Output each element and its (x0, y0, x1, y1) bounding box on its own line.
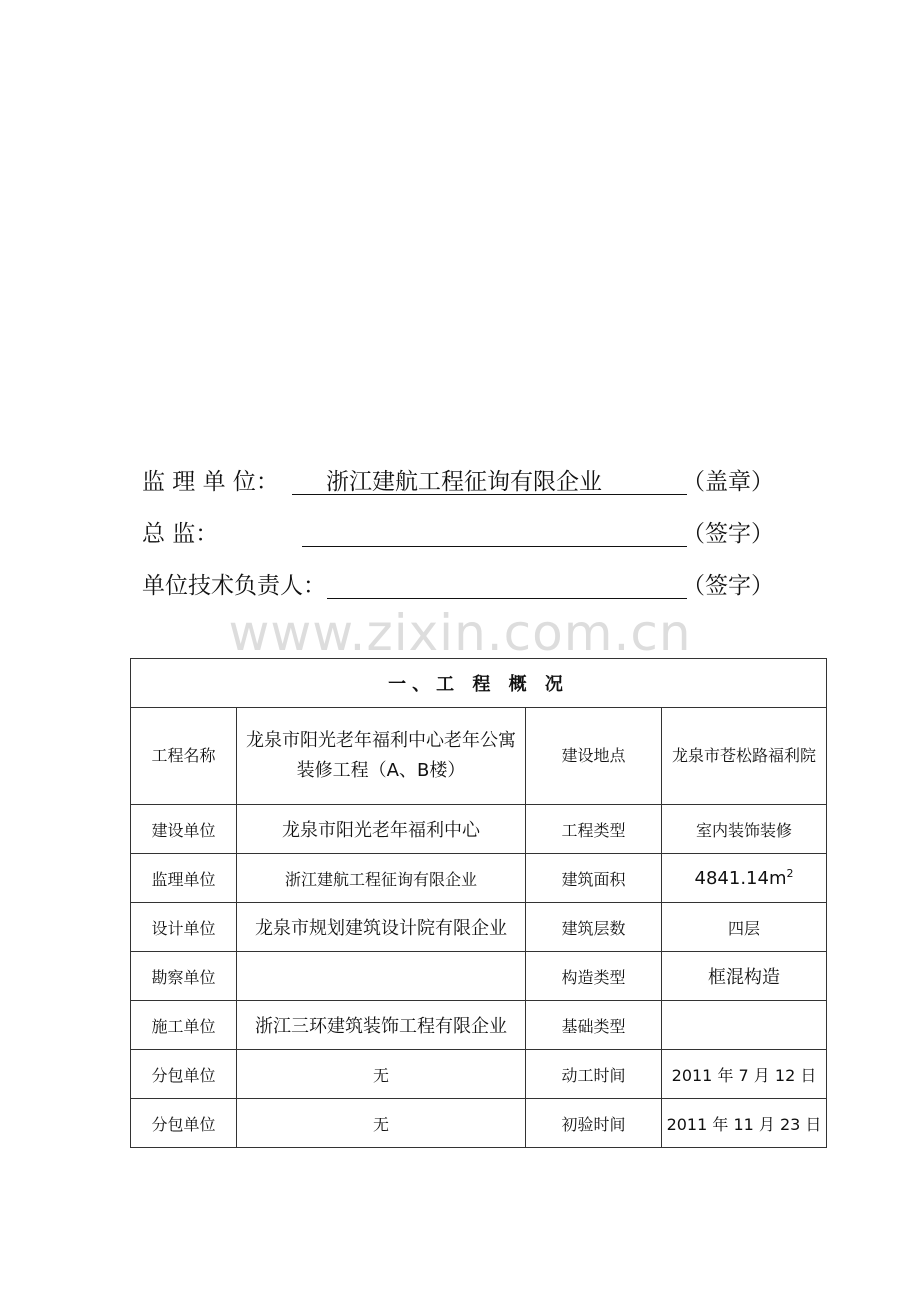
cell-value: 无 (237, 1099, 526, 1148)
table-row (131, 854, 827, 903)
cell-label: 建设单位 (131, 805, 237, 854)
tech-signature-note: （签字） (682, 573, 774, 599)
cell-label: 分包单位 (131, 1050, 237, 1099)
chief-supervisor-underline (302, 546, 687, 547)
cell-label: 建筑层数 (526, 903, 662, 952)
cell-label: 建设地点 (526, 708, 662, 805)
cell-label: 设计单位 (131, 903, 237, 952)
cell-label: 监理单位 (131, 854, 237, 903)
cell-value: 浙江建航工程征询有限企业 (237, 854, 526, 903)
cell-value (662, 1001, 827, 1050)
cell-label: 基础类型 (526, 1001, 662, 1050)
cell-value: 无 (237, 1050, 526, 1099)
supervisor-unit-line (142, 462, 782, 502)
tech-lead-underline (327, 598, 687, 599)
table-row (131, 805, 827, 854)
cell-value: 龙泉市苍松路福利院 (662, 708, 827, 805)
project-overview-table (130, 658, 827, 1148)
cell-value: 浙江三环建筑装饰工程有限企业 (237, 1001, 526, 1050)
cell-value: 框混构造 (662, 952, 827, 1001)
cell-label: 分包单位 (131, 1099, 237, 1148)
seal-note: （盖章） (682, 469, 774, 495)
cell-value (237, 952, 526, 1001)
chief-supervisor-line (142, 514, 782, 554)
cell-label: 建筑面积 (526, 854, 662, 903)
table-row (131, 903, 827, 952)
chief-supervisor-label: 总 监： (142, 521, 219, 547)
cell-label: 动工时间 (526, 1050, 662, 1099)
watermark: www.zixin.com.cn (228, 604, 692, 662)
table-title: 一、工 程 概 况 (131, 659, 827, 708)
table-row (131, 952, 827, 1001)
cell-value: 2011 年 11 月 23 日 (662, 1099, 827, 1148)
area-unit-exponent: 2 (786, 867, 794, 880)
supervisor-unit-value: 浙江建航工程征询有限企业 (326, 469, 602, 495)
cell-value: 室内装饰装修 (662, 805, 827, 854)
area-value: 4841.14m (694, 868, 787, 889)
cell-value: 龙泉市阳光老年福利中心 (237, 805, 526, 854)
cell-value: 四层 (662, 903, 827, 952)
chief-signature-note: （签字） (682, 521, 774, 547)
table-row (131, 1001, 827, 1050)
cell-label: 施工单位 (131, 1001, 237, 1050)
cell-label: 工程名称 (131, 708, 237, 805)
table-row (131, 1050, 827, 1099)
cell-label: 勘察单位 (131, 952, 237, 1001)
cell-label: 初验时间 (526, 1099, 662, 1148)
tech-lead-line (142, 566, 782, 606)
table-caption-row (131, 659, 827, 708)
cell-value: 龙泉市阳光老年福利中心老年公寓装修工程（A、B楼） (237, 708, 526, 805)
cell-label: 构造类型 (526, 952, 662, 1001)
table-row (131, 1099, 827, 1148)
cell-label: 工程类型 (526, 805, 662, 854)
table-row (131, 708, 827, 805)
cell-value: 2011 年 7 月 12 日 (662, 1050, 827, 1099)
supervisor-unit-label: 监 理 单 位： (142, 469, 279, 495)
tech-lead-label: 单位技术负责人： (142, 573, 326, 599)
cell-value-area (662, 854, 827, 903)
cell-value: 龙泉市规划建筑设计院有限企业 (237, 903, 526, 952)
